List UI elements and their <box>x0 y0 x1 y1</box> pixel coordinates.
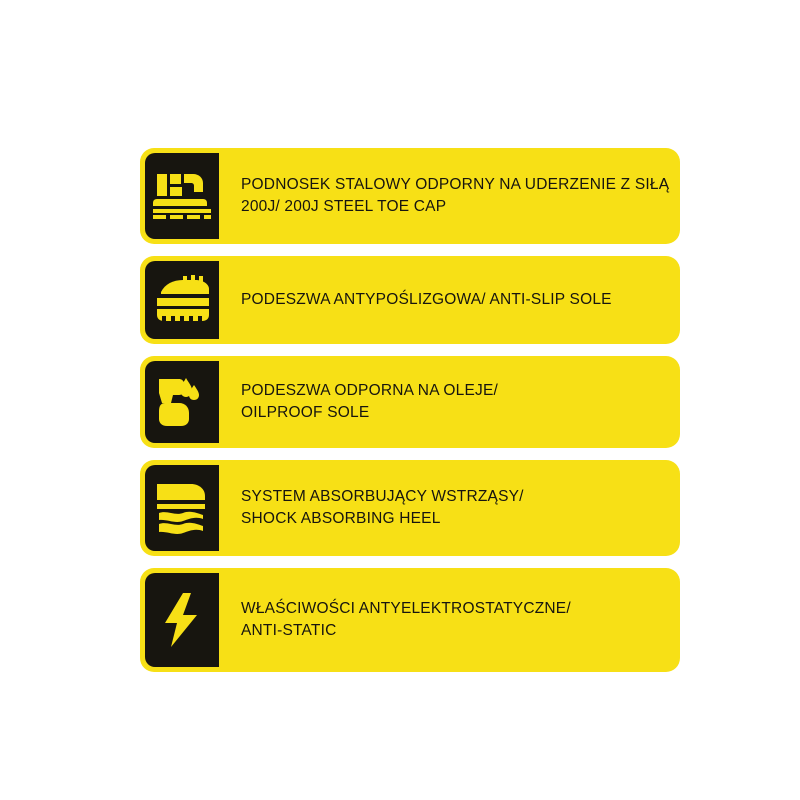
feature-label-line: ANTI-STATIC <box>241 622 337 639</box>
feature-label <box>219 568 680 672</box>
feature-label <box>219 148 680 244</box>
feature-label-line: WŁAŚCIWOŚCI ANTYELEKTROSTATYCZNE/ <box>241 599 571 617</box>
feature-list <box>140 148 680 672</box>
shock-absorbing-heel-icon <box>153 480 211 536</box>
feature-label-line: PODNOSEK STALOWY ODPORNY NA UDERZENIE Z SIŁĄ <box>241 175 670 193</box>
steel-toe-cap-icon <box>153 168 211 224</box>
icon-container <box>145 361 219 443</box>
feature-label-line: PODESZWA ODPORNA NA OLEJE/ <box>241 381 498 399</box>
feature-label <box>219 460 680 556</box>
feature-label-line: SHOCK ABSORBING HEEL <box>241 510 441 527</box>
feature-label-line: OILPROOF SOLE <box>241 404 370 421</box>
feature-label-line: 200J/ 200J STEEL TOE CAP <box>241 198 447 215</box>
feature-label <box>219 356 680 448</box>
feature-row <box>140 460 680 556</box>
icon-container <box>145 153 219 239</box>
icon-container <box>145 465 219 551</box>
feature-label <box>219 256 680 344</box>
feature-row <box>140 568 680 672</box>
anti-slip-sole-icon <box>153 274 211 326</box>
feature-label-line: SYSTEM ABSORBUJĄCY WSTRZĄSY/ <box>241 487 524 505</box>
feature-row <box>140 148 680 244</box>
icon-container <box>145 261 219 339</box>
feature-row <box>140 256 680 344</box>
feature-label-line: PODESZWA ANTYPOŚLIZGOWA/ ANTI-SLIP SOLE <box>241 290 612 308</box>
feature-row <box>140 356 680 448</box>
anti-static-icon <box>153 591 211 649</box>
icon-container <box>145 573 219 667</box>
oilproof-sole-icon <box>153 375 211 429</box>
